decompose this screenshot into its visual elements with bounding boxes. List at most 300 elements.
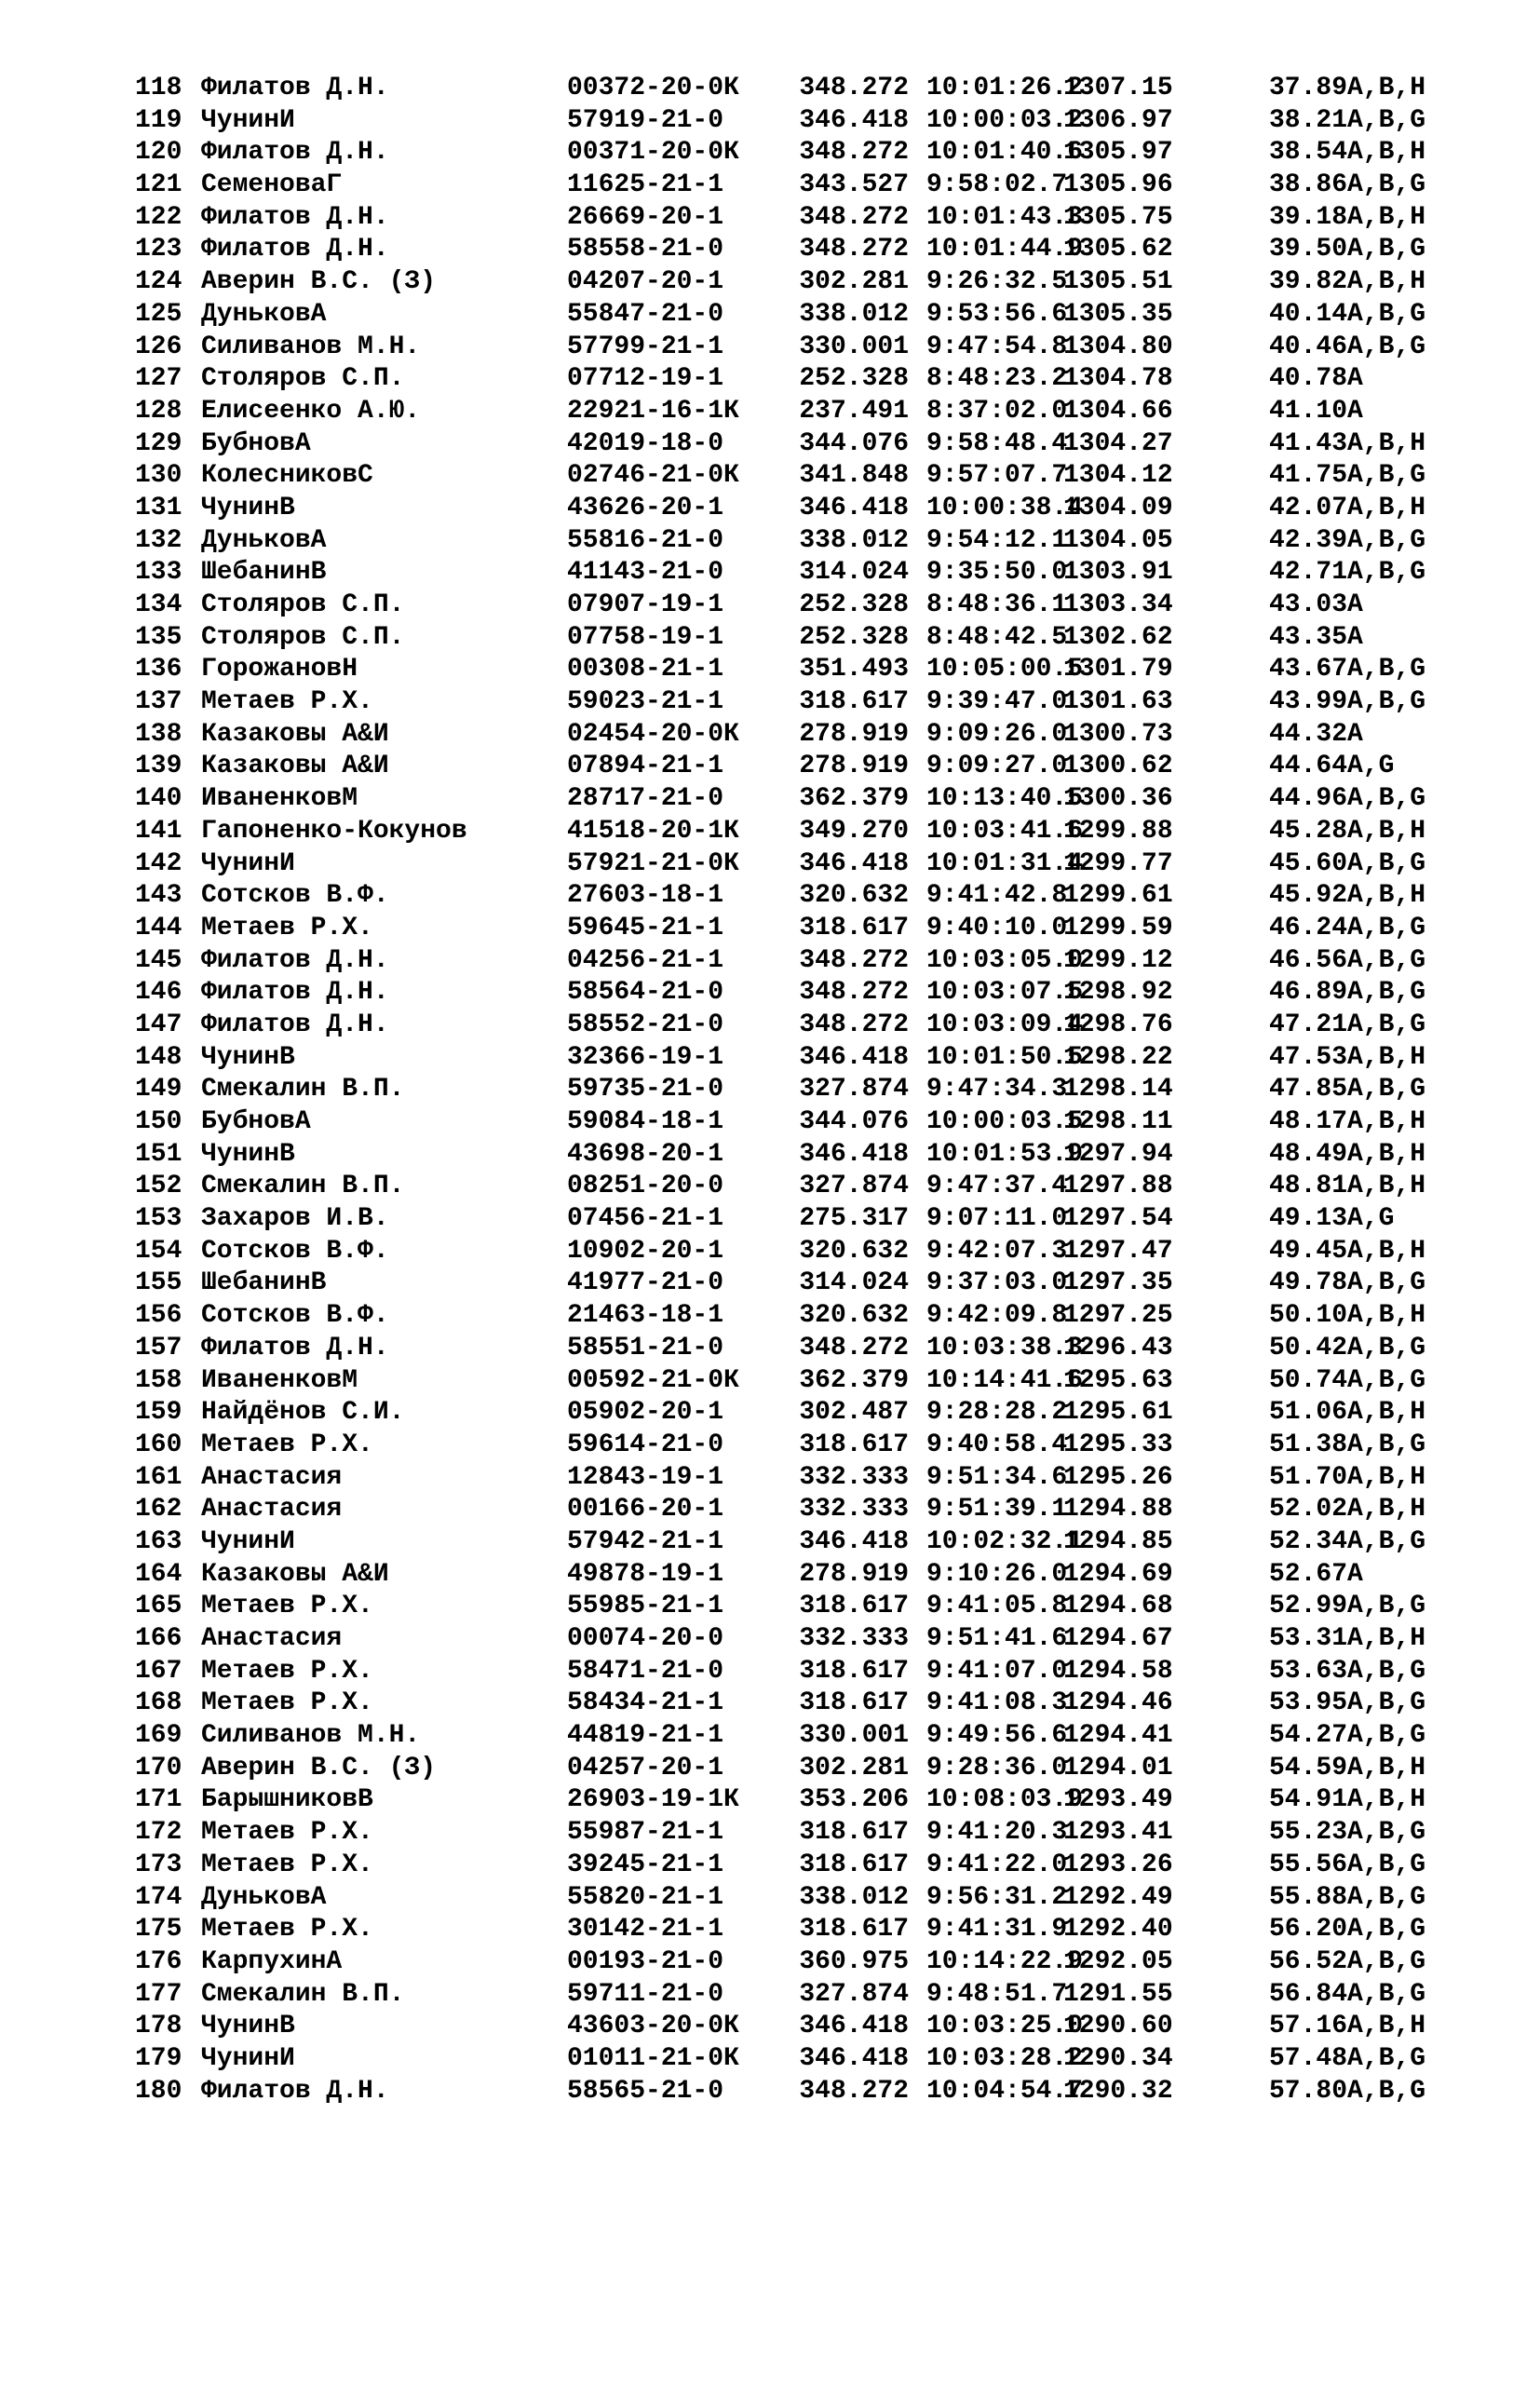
speed-cell: 1304.12 (1063, 461, 1173, 491)
table-row (135, 816, 1476, 848)
arrival-time-cell: 9:10:26.0 (926, 1559, 1068, 1589)
distance-cell: 360.975 (799, 1946, 909, 1976)
distance-cell: 302.281 (799, 1753, 909, 1782)
classes-cell: A,B,G (1347, 1268, 1426, 1298)
table-row (135, 1784, 1476, 1817)
ring-number-cell: 02454-20-0К (567, 719, 739, 749)
coefficient-cell: 40.46 (1269, 332, 1348, 361)
distance-cell: 327.874 (799, 1172, 909, 1201)
ring-number-cell: 11625-21-1 (567, 170, 724, 200)
coefficient-cell: 52.02 (1269, 1495, 1348, 1525)
ring-number-cell: 59735-21-0 (567, 1075, 724, 1105)
coefficient-cell: 52.99 (1269, 1592, 1348, 1621)
ring-number-cell: 59711-21-0 (567, 1979, 724, 2009)
arrival-time-cell: 9:41:20.3 (926, 1818, 1068, 1848)
coefficient-cell: 50.10 (1269, 1301, 1348, 1331)
classes-cell: A,B,G (1347, 1979, 1426, 2009)
table-row (135, 1462, 1476, 1495)
fancier-name-cell: Метаев Р.Х. (201, 1850, 373, 1879)
coefficient-cell: 47.85 (1269, 1075, 1348, 1105)
arrival-time-cell: 9:41:05.8 (926, 1592, 1068, 1621)
distance-cell: 314.024 (799, 558, 909, 588)
speed-cell: 1294.58 (1063, 1656, 1173, 1686)
distance-cell: 327.874 (799, 1979, 909, 2009)
speed-cell: 1294.67 (1063, 1624, 1173, 1653)
arrival-time-cell: 9:47:54.8 (926, 332, 1068, 361)
fancier-name-cell: Сотсков В.Ф. (201, 1236, 389, 1266)
arrival-time-cell: 10:00:38.4 (926, 493, 1084, 522)
ring-number-cell: 58564-21-0 (567, 978, 724, 1008)
coefficient-cell: 53.95 (1269, 1688, 1348, 1718)
classes-cell: A,B,G (1347, 1850, 1426, 1879)
table-row (135, 1010, 1476, 1042)
place-cell: 126 (135, 332, 182, 361)
classes-cell: A,B,H (1347, 1301, 1426, 1331)
ring-number-cell: 07907-19-1 (567, 590, 724, 619)
arrival-time-cell: 10:03:25.0 (926, 2012, 1084, 2041)
fancier-name-cell: Метаев Р.Х. (201, 1656, 373, 1686)
ring-number-cell: 58565-21-0 (567, 2076, 724, 2106)
coefficient-cell: 38.54 (1269, 138, 1348, 168)
table-row (135, 686, 1476, 719)
classes-cell: A,B,G (1347, 1010, 1426, 1039)
speed-cell: 1300.62 (1063, 752, 1173, 781)
speed-cell: 1305.75 (1063, 202, 1173, 232)
arrival-time-cell: 10:13:40.5 (926, 784, 1084, 814)
table-row (135, 363, 1476, 396)
coefficient-cell: 56.52 (1269, 1946, 1348, 1976)
coefficient-cell: 56.20 (1269, 1915, 1348, 1945)
ring-number-cell: 43698-20-1 (567, 1139, 724, 1169)
classes-cell: A,B,H (1347, 881, 1426, 911)
speed-cell: 1299.59 (1063, 913, 1173, 942)
coefficient-cell: 48.49 (1269, 1139, 1348, 1169)
speed-cell: 1293.26 (1063, 1850, 1173, 1879)
classes-cell: A,B,G (1347, 1721, 1426, 1751)
table-row (135, 2043, 1476, 2076)
table-row (135, 557, 1476, 590)
coefficient-cell: 38.86 (1269, 170, 1348, 200)
distance-cell: 314.024 (799, 1268, 909, 1298)
ring-number-cell: 04256-21-1 (567, 945, 724, 975)
classes-cell: A,B,G (1347, 1592, 1426, 1621)
place-cell: 164 (135, 1559, 182, 1589)
classes-cell: A,B,H (1347, 1462, 1426, 1492)
classes-cell: A,B,H (1347, 1139, 1426, 1169)
place-cell: 180 (135, 2076, 182, 2106)
distance-cell: 318.617 (799, 1592, 909, 1621)
coefficient-cell: 44.64 (1269, 752, 1348, 781)
classes-cell: A,B,H (1347, 1624, 1426, 1653)
distance-cell: 351.493 (799, 655, 909, 684)
coefficient-cell: 57.80 (1269, 2076, 1348, 2106)
place-cell: 173 (135, 1850, 182, 1879)
speed-cell: 1299.61 (1063, 881, 1173, 911)
arrival-time-cell: 9:41:08.3 (926, 1688, 1068, 1718)
coefficient-cell: 46.89 (1269, 978, 1348, 1008)
distance-cell: 278.919 (799, 719, 909, 749)
distance-cell: 346.418 (799, 848, 909, 878)
table-row (135, 1365, 1476, 1398)
classes-cell: A,B,H (1347, 1753, 1426, 1782)
arrival-time-cell: 9:26:32.5 (926, 267, 1068, 297)
place-cell: 148 (135, 1042, 182, 1072)
fancier-name-cell: Метаев Р.Х. (201, 687, 373, 717)
table-row (135, 880, 1476, 913)
classes-cell: A,B,G (1347, 1430, 1426, 1459)
classes-cell: A (1347, 590, 1363, 619)
coefficient-cell: 51.70 (1269, 1462, 1348, 1492)
arrival-time-cell: 10:01:43.3 (926, 202, 1084, 232)
fancier-name-cell: Гапоненко-Кокунов (201, 816, 467, 846)
table-row (135, 1623, 1476, 1656)
fancier-name-cell: Смекалин В.П. (201, 1075, 405, 1105)
ring-number-cell: 58552-21-0 (567, 1010, 724, 1039)
fancier-name-cell: СеменоваГ (201, 170, 343, 200)
distance-cell: 327.874 (799, 1075, 909, 1105)
fancier-name-cell: Силиванов М.Н. (201, 1721, 421, 1751)
ring-number-cell: 57919-21-0 (567, 105, 724, 135)
table-row (135, 1106, 1476, 1139)
classes-cell: A,B,G (1347, 1915, 1426, 1945)
table-row (135, 1236, 1476, 1268)
place-cell: 137 (135, 687, 182, 717)
classes-cell: A,B,G (1347, 105, 1426, 135)
distance-cell: 302.281 (799, 267, 909, 297)
arrival-time-cell: 8:48:36.1 (926, 590, 1068, 619)
arrival-time-cell: 9:41:22.0 (926, 1850, 1068, 1879)
arrival-time-cell: 9:47:37.4 (926, 1172, 1068, 1201)
speed-cell: 1305.62 (1063, 235, 1173, 264)
fancier-name-cell: ИваненковМ (201, 1365, 358, 1395)
speed-cell: 1296.43 (1063, 1333, 1173, 1362)
classes-cell: A,B,H (1347, 202, 1426, 232)
fancier-name-cell: Смекалин В.П. (201, 1979, 405, 2009)
speed-cell: 1297.35 (1063, 1268, 1173, 1298)
ring-number-cell: 55987-21-1 (567, 1818, 724, 1848)
table-row (135, 1656, 1476, 1688)
coefficient-cell: 41.43 (1269, 428, 1348, 458)
distance-cell: 348.272 (799, 2076, 909, 2106)
speed-cell: 1295.63 (1063, 1365, 1173, 1395)
speed-cell: 1290.32 (1063, 2076, 1173, 2106)
arrival-time-cell: 10:05:00.5 (926, 655, 1084, 684)
fancier-name-cell: Филатов Д.Н. (201, 2076, 389, 2106)
place-cell: 128 (135, 396, 182, 426)
speed-cell: 1295.61 (1063, 1398, 1173, 1428)
coefficient-cell: 40.14 (1269, 299, 1348, 329)
place-cell: 179 (135, 2043, 182, 2073)
ring-number-cell: 22921-16-1К (567, 396, 739, 426)
distance-cell: 330.001 (799, 332, 909, 361)
place-cell: 162 (135, 1495, 182, 1525)
place-cell: 140 (135, 784, 182, 814)
table-row (135, 913, 1476, 945)
classes-cell: A,B,G (1347, 1333, 1426, 1362)
coefficient-cell: 41.10 (1269, 396, 1348, 426)
speed-cell: 1297.88 (1063, 1172, 1173, 1201)
distance-cell: 278.919 (799, 752, 909, 781)
classes-cell: A,B,H (1347, 267, 1426, 297)
place-cell: 152 (135, 1172, 182, 1201)
fancier-name-cell: Филатов Д.Н. (201, 202, 389, 232)
fancier-name-cell: Филатов Д.Н. (201, 1010, 389, 1039)
place-cell: 174 (135, 1882, 182, 1912)
place-cell: 170 (135, 1753, 182, 1782)
speed-cell: 1302.62 (1063, 622, 1173, 652)
place-cell: 120 (135, 138, 182, 168)
fancier-name-cell: Метаев Р.Х. (201, 1915, 373, 1945)
fancier-name-cell: ДуньковА (201, 525, 327, 555)
coefficient-cell: 49.45 (1269, 1236, 1348, 1266)
distance-cell: 346.418 (799, 1526, 909, 1556)
table-row (135, 202, 1476, 235)
ring-number-cell: 58434-21-1 (567, 1688, 724, 1718)
arrival-time-cell: 10:03:28.2 (926, 2043, 1084, 2073)
ring-number-cell: 30142-21-1 (567, 1915, 724, 1945)
arrival-time-cell: 8:37:02.0 (926, 396, 1068, 426)
speed-cell: 1303.91 (1063, 558, 1173, 588)
arrival-time-cell: 9:47:34.3 (926, 1075, 1068, 1105)
place-cell: 131 (135, 493, 182, 522)
table-row (135, 1042, 1476, 1075)
classes-cell: A,B,H (1347, 74, 1426, 102)
place-cell: 156 (135, 1301, 182, 1331)
distance-cell: 348.272 (799, 978, 909, 1008)
speed-cell: 1298.22 (1063, 1042, 1173, 1072)
speed-cell: 1293.49 (1063, 1785, 1173, 1815)
arrival-time-cell: 9:37:03.0 (926, 1268, 1068, 1298)
table-row (135, 1300, 1476, 1333)
speed-cell: 1291.55 (1063, 1979, 1173, 2009)
arrival-time-cell: 10:03:38.3 (926, 1333, 1084, 1362)
speed-cell: 1299.12 (1063, 945, 1173, 975)
speed-cell: 1295.33 (1063, 1430, 1173, 1459)
ring-number-cell: 43626-20-1 (567, 493, 724, 522)
place-cell: 163 (135, 1526, 182, 1556)
distance-cell: 302.487 (799, 1398, 909, 1428)
results-table (135, 73, 1476, 2108)
speed-cell: 1292.49 (1063, 1882, 1173, 1912)
arrival-time-cell: 8:48:42.5 (926, 622, 1068, 652)
fancier-name-cell: Метаев Р.Х. (201, 913, 373, 942)
fancier-name-cell: Казаковы А&И (201, 719, 389, 749)
coefficient-cell: 47.53 (1269, 1042, 1348, 1072)
classes-cell: A (1347, 396, 1363, 426)
table-row (135, 1720, 1476, 1753)
classes-cell: A,B,H (1347, 428, 1426, 458)
fancier-name-cell: Столяров С.П. (201, 364, 405, 394)
place-cell: 155 (135, 1268, 182, 1298)
table-row (135, 783, 1476, 816)
table-row (135, 105, 1476, 138)
place-cell: 161 (135, 1462, 182, 1492)
coefficient-cell: 39.18 (1269, 202, 1348, 232)
arrival-time-cell: 10:04:54.7 (926, 2076, 1084, 2106)
speed-cell: 1300.73 (1063, 719, 1173, 749)
table-row (135, 719, 1476, 752)
fancier-name-cell: Столяров С.П. (201, 590, 405, 619)
ring-number-cell: 26903-19-1К (567, 1785, 739, 1815)
arrival-time-cell: 9:42:07.3 (926, 1236, 1068, 1266)
coefficient-cell: 49.78 (1269, 1268, 1348, 1298)
place-cell: 132 (135, 525, 182, 555)
ring-number-cell: 42019-18-0 (567, 428, 724, 458)
ring-number-cell: 07712-19-1 (567, 364, 724, 394)
table-row (135, 622, 1476, 655)
classes-cell: A,G (1347, 1204, 1395, 1234)
table-row (135, 654, 1476, 686)
fancier-name-cell: ДуньковА (201, 1882, 327, 1912)
fancier-name-cell: Аверин В.С. (З) (201, 267, 437, 297)
coefficient-cell: 46.56 (1269, 945, 1348, 975)
table-row (135, 1946, 1476, 1979)
coefficient-cell: 54.59 (1269, 1753, 1348, 1782)
speed-cell: 1294.41 (1063, 1721, 1173, 1751)
arrival-time-cell: 10:01:31.4 (926, 848, 1084, 878)
arrival-time-cell: 9:49:56.6 (926, 1721, 1068, 1751)
fancier-name-cell: Найдёнов С.И. (201, 1398, 405, 1428)
distance-cell: 275.317 (799, 1204, 909, 1234)
classes-cell: A,B,G (1347, 1688, 1426, 1718)
speed-cell: 1298.76 (1063, 1010, 1173, 1039)
place-cell: 127 (135, 364, 182, 394)
place-cell: 165 (135, 1592, 182, 1621)
classes-cell: A,B,H (1347, 493, 1426, 522)
speed-cell: 1290.60 (1063, 2012, 1173, 2041)
distance-cell: 318.617 (799, 1656, 909, 1686)
coefficient-cell: 42.71 (1269, 558, 1348, 588)
distance-cell: 341.848 (799, 461, 909, 491)
ring-number-cell: 00193-21-0 (567, 1946, 724, 1976)
coefficient-cell: 45.60 (1269, 848, 1348, 878)
coefficient-cell: 52.34 (1269, 1526, 1348, 1556)
classes-cell: A,B,G (1347, 913, 1426, 942)
classes-cell: A,B,H (1347, 1785, 1426, 1815)
coefficient-cell: 42.39 (1269, 525, 1348, 555)
distance-cell: 344.076 (799, 428, 909, 458)
place-cell: 177 (135, 1979, 182, 2009)
distance-cell: 348.272 (799, 235, 909, 264)
place-cell: 139 (135, 752, 182, 781)
coefficient-cell: 37.89 (1269, 74, 1348, 102)
fancier-name-cell: Анастасия (201, 1495, 343, 1525)
fancier-name-cell: ШебанинВ (201, 558, 327, 588)
fancier-name-cell: ИваненковМ (201, 784, 358, 814)
classes-cell: A,B,G (1347, 170, 1426, 200)
table-row (135, 2011, 1476, 2043)
distance-cell: 338.012 (799, 299, 909, 329)
speed-cell: 1297.47 (1063, 1236, 1173, 1266)
classes-cell: A (1347, 622, 1363, 652)
place-cell: 146 (135, 978, 182, 1008)
speed-cell: 1298.11 (1063, 1107, 1173, 1136)
fancier-name-cell: Сотсков В.Ф. (201, 1301, 389, 1331)
place-cell: 135 (135, 622, 182, 652)
distance-cell: 346.418 (799, 2043, 909, 2073)
table-row (135, 1494, 1476, 1526)
place-cell: 167 (135, 1656, 182, 1686)
distance-cell: 348.272 (799, 1333, 909, 1362)
fancier-name-cell: Метаев Р.Х. (201, 1430, 373, 1459)
fancier-name-cell: ЧунинВ (201, 1139, 295, 1169)
table-row (135, 1979, 1476, 2012)
classes-cell: A,B,G (1347, 332, 1426, 361)
coefficient-cell: 39.50 (1269, 235, 1348, 264)
distance-cell: 318.617 (799, 1430, 909, 1459)
place-cell: 138 (135, 719, 182, 749)
place-cell: 160 (135, 1430, 182, 1459)
place-cell: 136 (135, 655, 182, 684)
speed-cell: 1306.97 (1063, 105, 1173, 135)
table-row (135, 945, 1476, 978)
speed-cell: 1304.05 (1063, 525, 1173, 555)
arrival-time-cell: 9:39:47.0 (926, 687, 1068, 717)
arrival-time-cell: 9:35:50.0 (926, 558, 1068, 588)
fancier-name-cell: ЧунинИ (201, 848, 295, 878)
coefficient-cell: 50.74 (1269, 1365, 1348, 1395)
speed-cell: 1294.01 (1063, 1753, 1173, 1782)
place-cell: 171 (135, 1785, 182, 1815)
fancier-name-cell: Столяров С.П. (201, 622, 405, 652)
table-row (135, 1526, 1476, 1559)
table-row (135, 525, 1476, 558)
arrival-time-cell: 10:01:26.2 (926, 74, 1084, 102)
coefficient-cell: 55.23 (1269, 1818, 1348, 1848)
table-row (135, 1850, 1476, 1882)
arrival-time-cell: 9:40:58.4 (926, 1430, 1068, 1459)
distance-cell: 338.012 (799, 525, 909, 555)
arrival-time-cell: 9:42:09.8 (926, 1301, 1068, 1331)
table-row (135, 428, 1476, 461)
place-cell: 118 (135, 74, 182, 102)
arrival-time-cell: 10:00:03.5 (926, 1107, 1084, 1136)
place-cell: 158 (135, 1365, 182, 1395)
arrival-time-cell: 9:54:12.1 (926, 525, 1068, 555)
distance-cell: 318.617 (799, 913, 909, 942)
fancier-name-cell: Анастасия (201, 1624, 343, 1653)
arrival-time-cell: 9:28:36.0 (926, 1753, 1068, 1782)
fancier-name-cell: Анастасия (201, 1462, 343, 1492)
classes-cell: A,B,G (1347, 2043, 1426, 2073)
coefficient-cell: 42.07 (1269, 493, 1348, 522)
arrival-time-cell: 9:51:34.6 (926, 1462, 1068, 1492)
fancier-name-cell: Елисеенко А.Ю. (201, 396, 421, 426)
place-cell: 143 (135, 881, 182, 911)
classes-cell: A,B,H (1347, 1107, 1426, 1136)
ring-number-cell: 01011-21-0К (567, 2043, 739, 2073)
place-cell: 133 (135, 558, 182, 588)
ring-number-cell: 41518-20-1К (567, 816, 739, 846)
fancier-name-cell: ГорожановН (201, 655, 358, 684)
classes-cell: A,B,G (1347, 687, 1426, 717)
speed-cell: 1294.68 (1063, 1592, 1173, 1621)
table-row (135, 137, 1476, 169)
classes-cell: A,B,G (1347, 461, 1426, 491)
speed-cell: 1305.51 (1063, 267, 1173, 297)
place-cell: 134 (135, 590, 182, 619)
distance-cell: 348.272 (799, 202, 909, 232)
ring-number-cell: 55847-21-0 (567, 299, 724, 329)
coefficient-cell: 43.99 (1269, 687, 1348, 717)
ring-number-cell: 00371-20-0К (567, 138, 739, 168)
speed-cell: 1294.46 (1063, 1688, 1173, 1718)
arrival-time-cell: 9:40:10.0 (926, 913, 1068, 942)
place-cell: 145 (135, 945, 182, 975)
speed-cell: 1304.80 (1063, 332, 1173, 361)
classes-cell: A,B,G (1347, 235, 1426, 264)
classes-cell: A (1347, 364, 1363, 394)
